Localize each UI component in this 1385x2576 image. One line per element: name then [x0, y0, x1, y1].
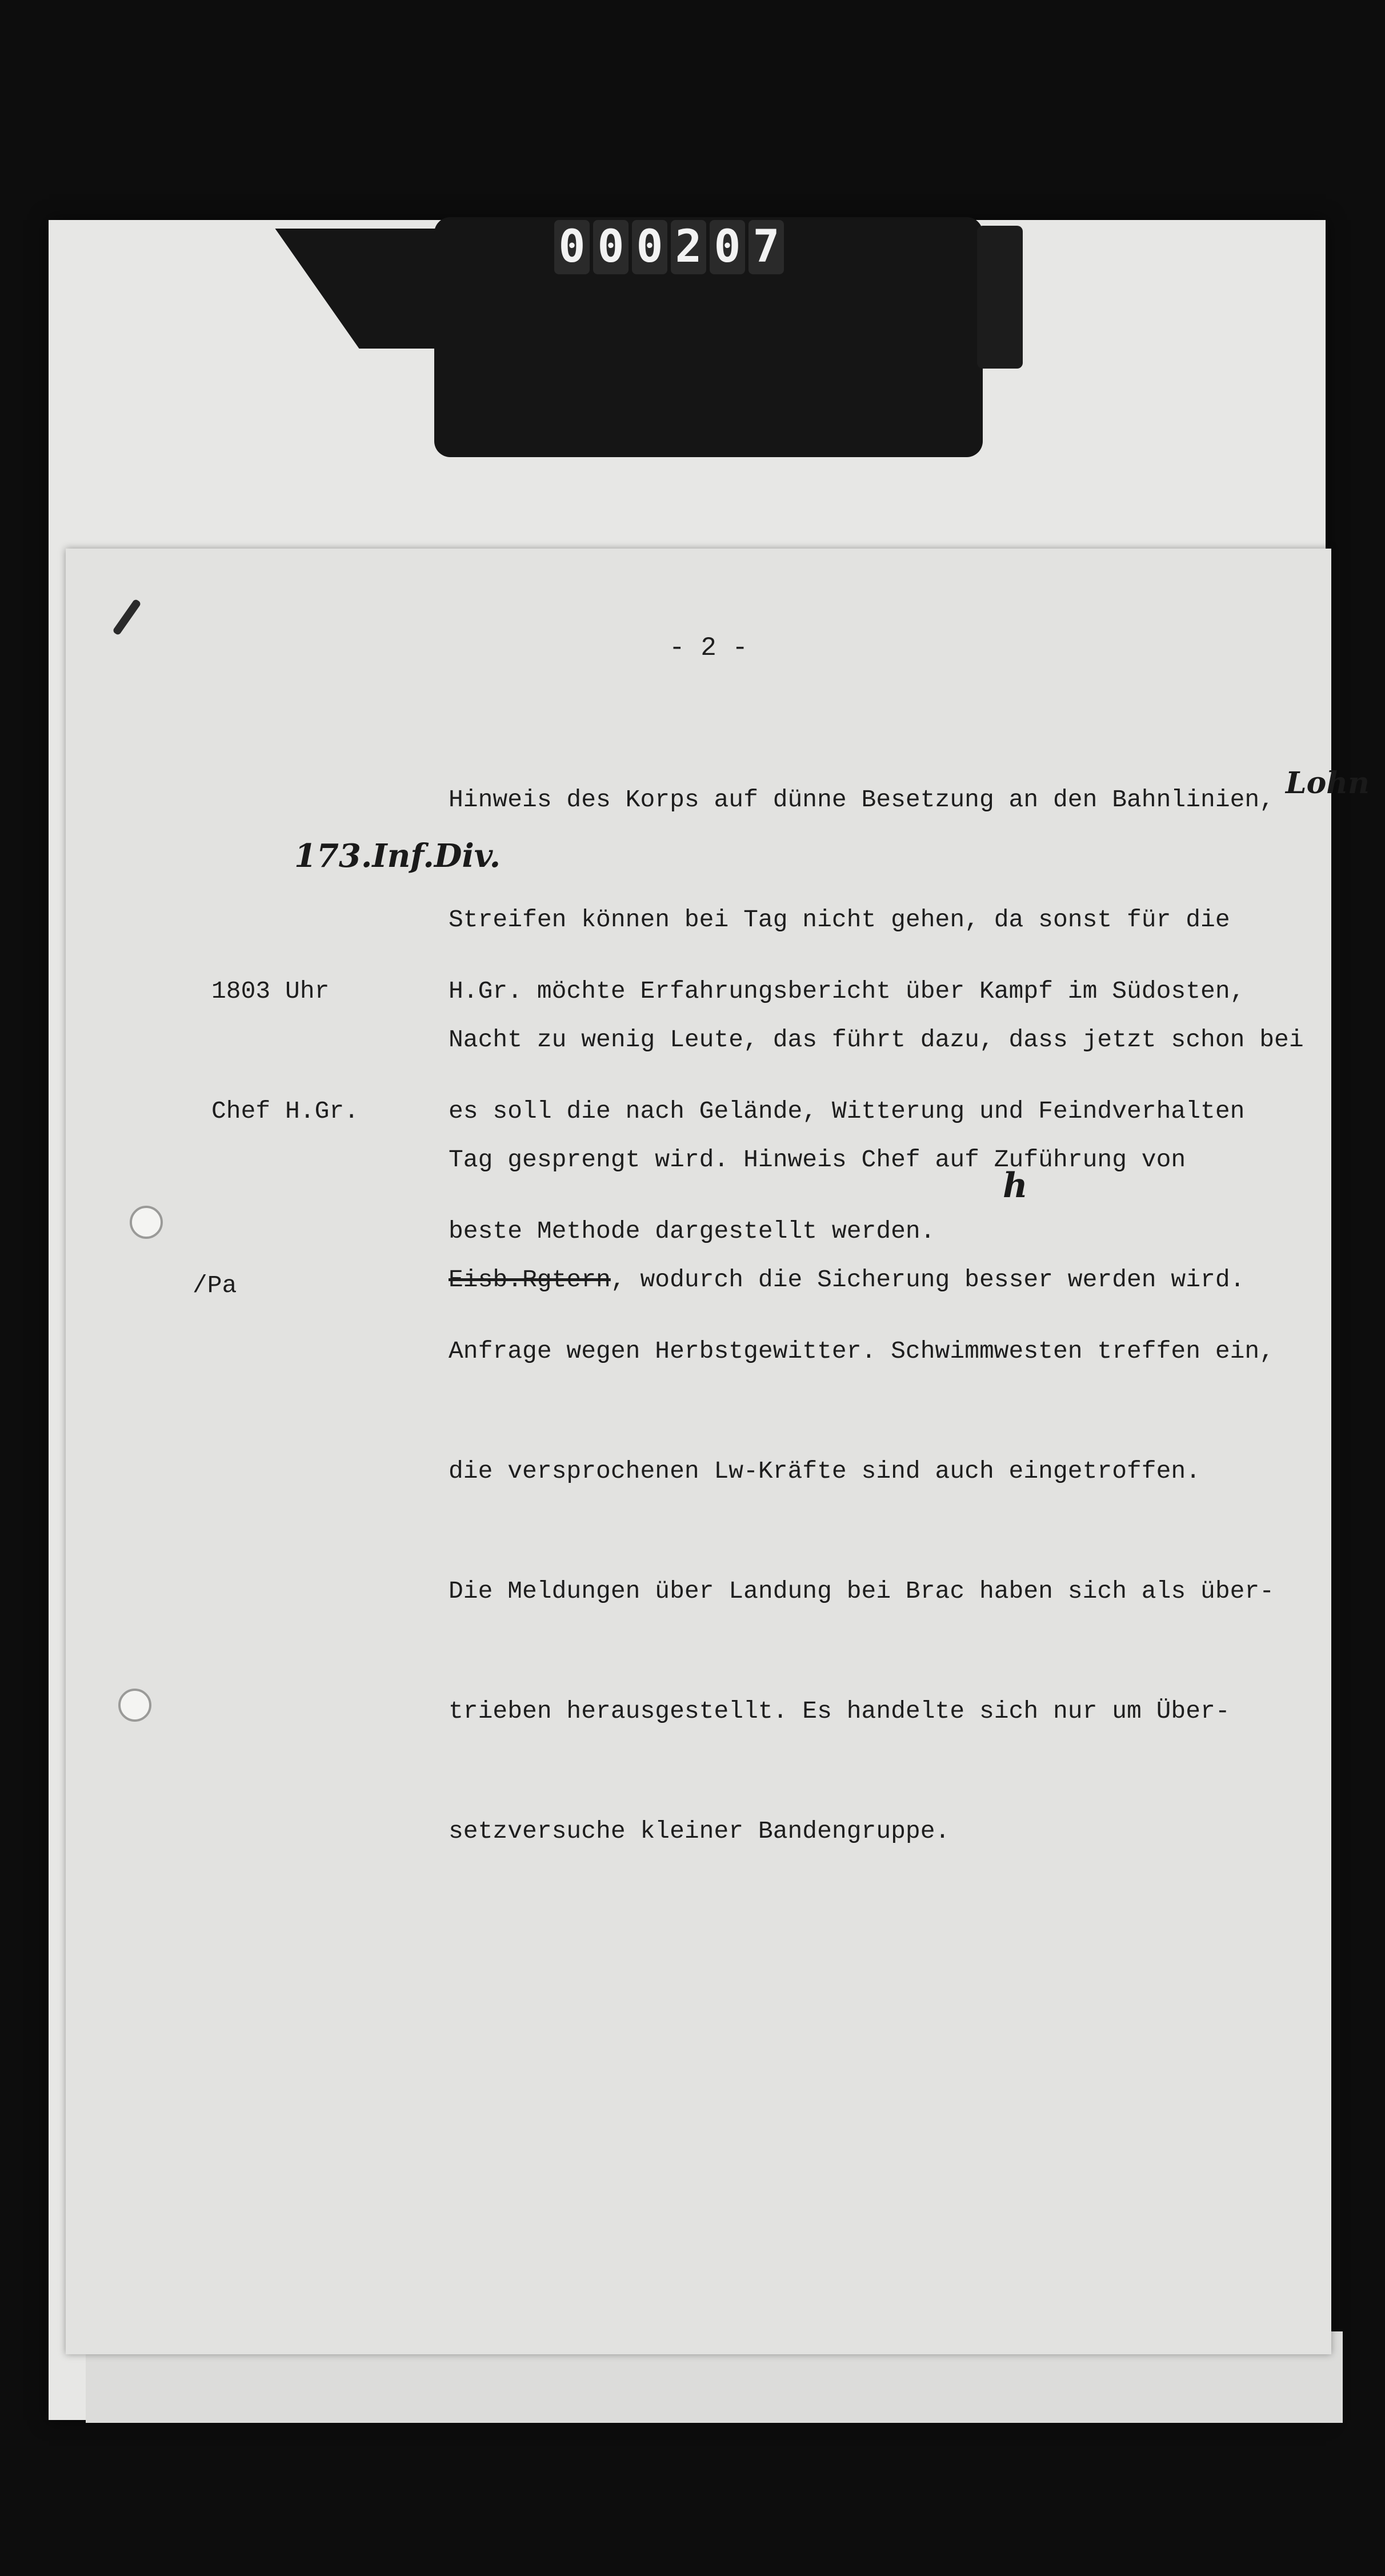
counter-digit: 0	[710, 220, 745, 274]
handwritten-insertion: 173.Inf.Div.	[294, 837, 501, 875]
page-number: - 2 -	[669, 633, 748, 663]
text-fragment: , wodurch die Sicherung besser werden wird.	[610, 1266, 1245, 1294]
punch-hole	[118, 1689, 151, 1722]
text-line: Anfrage wegen Herbstgewitter. Schwimmwesten treffen ein,	[449, 1337, 1275, 1365]
margin-caller: Chef H.Gr.	[211, 1097, 359, 1125]
struck-text: Eisb.Rgtern	[449, 1266, 611, 1294]
counter-digit: 0	[593, 220, 629, 274]
handwritten-annotation: Lohn	[1286, 766, 1370, 801]
text-line: Streifen können bei Tag nicht gehen, da sonst für die	[449, 906, 1230, 934]
text-line: die versprochenen Lw-Kräfte sind auch eingetroffen.	[449, 1457, 1201, 1485]
text-line: Nacht zu wenig Leute, das führt dazu, dass jetzt schon bei	[449, 1026, 1304, 1054]
text-line: es soll die nach Gelände, Witterung und Feindverhalten	[449, 1097, 1245, 1125]
counter-digit: 2	[671, 220, 706, 274]
typist-initials: /Pa	[193, 1271, 237, 1299]
ink-mark	[112, 598, 142, 635]
text-line: Hinweis des Korps auf dünne Besetzung an den Bahnlinien,	[449, 786, 1275, 814]
text-line: trieben herausgestellt. Es handelte sich nur um Über-	[449, 1697, 1230, 1725]
text-line: H.Gr. möchte Erfahrungsbericht über Kampf im Südosten,	[449, 977, 1245, 1005]
margin-note	[211, 891, 359, 1211]
counter-digit: 0	[554, 220, 590, 274]
text-line: Die Meldungen über Landung bei Brac haben sich als über-	[449, 1577, 1275, 1605]
text-line: beste Methode dargestellt werden.	[449, 1217, 935, 1245]
counter-knob	[977, 226, 1023, 369]
punch-hole	[130, 1206, 163, 1239]
frame-counter	[554, 220, 784, 274]
counter-digit: 0	[632, 220, 667, 274]
text-line: Tag gesprengt wird. Hinweis Chef auf Zuführung von	[449, 1146, 1186, 1174]
counter-digit: 7	[748, 220, 784, 274]
paragraph-two	[449, 891, 1340, 1931]
text-line: setzversuche kleiner Bandengruppe.	[449, 1817, 950, 1845]
handwritten-signature: h	[1003, 1166, 1028, 1206]
document-page	[66, 549, 1370, 2354]
margin-time: 1803 Uhr	[211, 977, 330, 1005]
